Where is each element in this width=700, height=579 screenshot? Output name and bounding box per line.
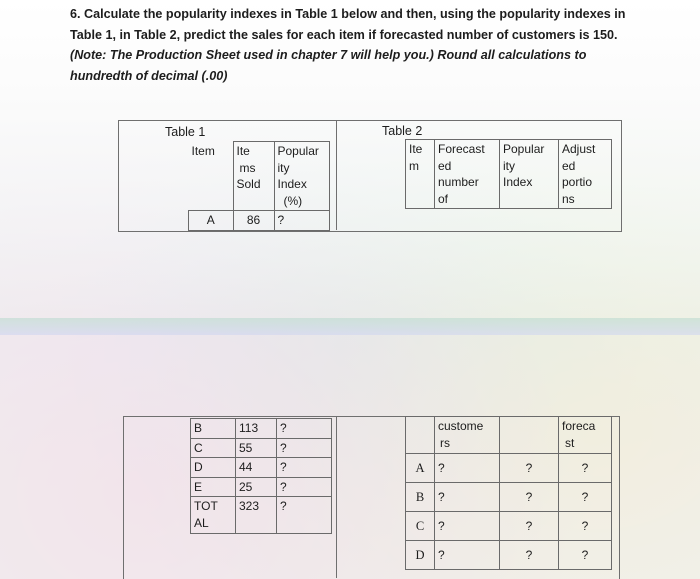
item-header-cell bbox=[406, 417, 435, 454]
total-index-cell: ? bbox=[277, 497, 332, 534]
table2-header-item bbox=[406, 140, 435, 209]
header-text: Ite bbox=[409, 142, 423, 156]
item-cell: D bbox=[406, 541, 435, 570]
table2-header-row bbox=[406, 140, 612, 209]
item-cell: C bbox=[406, 512, 435, 541]
header-text: ms bbox=[239, 160, 256, 175]
popularity-cell: ? bbox=[500, 483, 559, 512]
lower-right-table bbox=[405, 416, 612, 570]
popularity-cell: ? bbox=[500, 454, 559, 483]
header-text: rs bbox=[440, 435, 450, 450]
header-text: st bbox=[565, 435, 575, 450]
table-1 bbox=[188, 141, 330, 231]
header-text: ed bbox=[438, 158, 452, 173]
table1-header-popularity bbox=[274, 142, 330, 211]
popularity-cell: ? bbox=[500, 541, 559, 570]
item-cell: B bbox=[191, 419, 236, 439]
item-cell: C bbox=[191, 438, 236, 458]
question-text bbox=[70, 4, 630, 86]
table-row bbox=[406, 417, 612, 454]
table-row bbox=[191, 477, 332, 497]
header-text: Popular bbox=[503, 142, 545, 156]
header-text: ns bbox=[562, 191, 575, 206]
header-text: (%) bbox=[283, 193, 303, 208]
table1-sold-a: 86 bbox=[233, 211, 274, 231]
total-row bbox=[191, 497, 332, 534]
upper-divider bbox=[336, 120, 337, 230]
table-row bbox=[191, 458, 332, 478]
table1-index-a: ? bbox=[274, 211, 330, 231]
question-line-2: Table 1, in Table 2, predict the sales for each item if forecasted number of customers is 150. bbox=[70, 27, 618, 42]
question-line-4: hundredth of decimal (.00) bbox=[70, 68, 228, 83]
header-text: Popular bbox=[277, 144, 319, 158]
table1-item-a: A bbox=[189, 211, 234, 231]
customers-cell: ? bbox=[435, 454, 500, 483]
popularity-cell: ? bbox=[500, 512, 559, 541]
table1-header-item-label: Item bbox=[191, 143, 215, 158]
item-cell: D bbox=[191, 458, 236, 478]
total-item-cell bbox=[191, 497, 236, 534]
header-text: m bbox=[409, 158, 419, 173]
item-cell: A bbox=[406, 454, 435, 483]
index-cell: ? bbox=[277, 477, 332, 497]
lower-left-table bbox=[190, 418, 332, 534]
table1-header-items-sold bbox=[233, 142, 274, 211]
total-sold-cell: 323 bbox=[236, 497, 277, 534]
table2-caption: Table 2 bbox=[382, 124, 423, 138]
table1-caption: Table 1 bbox=[165, 125, 206, 139]
header-text: Forecast bbox=[438, 142, 485, 156]
table1-header-row bbox=[189, 142, 330, 211]
table2-header-popularity bbox=[500, 140, 559, 209]
header-text: ity bbox=[503, 158, 515, 173]
forecast-header-cell bbox=[559, 417, 612, 454]
sold-cell: 25 bbox=[236, 477, 277, 497]
table1-header-item bbox=[189, 142, 234, 211]
header-text: ed bbox=[562, 158, 576, 173]
index-cell: ? bbox=[277, 458, 332, 478]
index-cell: ? bbox=[277, 438, 332, 458]
customers-cell: ? bbox=[435, 541, 500, 570]
table-row bbox=[406, 483, 612, 512]
forecast-cell: ? bbox=[559, 483, 612, 512]
table-row bbox=[406, 512, 612, 541]
header-text: custome bbox=[438, 419, 484, 433]
header-text: Adjust bbox=[562, 142, 596, 156]
customers-cell: ? bbox=[435, 483, 500, 512]
table-row bbox=[191, 419, 332, 439]
sold-cell: 55 bbox=[236, 438, 277, 458]
table1-row-a bbox=[189, 211, 330, 231]
customers-header-cell bbox=[435, 417, 500, 454]
table2-header-forecasted bbox=[435, 140, 500, 209]
header-text: number bbox=[438, 175, 479, 189]
table2-header-adjusted bbox=[559, 140, 612, 209]
table-row bbox=[406, 454, 612, 483]
header-text: Index bbox=[277, 177, 307, 191]
item-cell: E bbox=[191, 477, 236, 497]
total-label: AL bbox=[194, 515, 209, 530]
lower-divider bbox=[336, 416, 337, 578]
customers-cell: ? bbox=[435, 512, 500, 541]
forecast-cell: ? bbox=[559, 454, 612, 483]
header-text: foreca bbox=[562, 419, 596, 433]
index-cell: ? bbox=[277, 419, 332, 439]
table-row bbox=[406, 541, 612, 570]
header-text: Ite bbox=[236, 144, 250, 158]
page-seam bbox=[0, 318, 700, 335]
table-row bbox=[191, 438, 332, 458]
sold-cell: 113 bbox=[236, 419, 277, 439]
item-cell: B bbox=[406, 483, 435, 512]
table-2 bbox=[405, 139, 612, 209]
sold-cell: 44 bbox=[236, 458, 277, 478]
question-line-1: 6. Calculate the popularity indexes in Table 1 below and then, using the popularity indexes in bbox=[70, 7, 626, 21]
question-line-3: (Note: The Production Sheet used in chapter 7 will help you.) Round all calculations to bbox=[70, 48, 587, 62]
forecast-cell: ? bbox=[559, 512, 612, 541]
header-text: ity bbox=[277, 160, 290, 175]
header-text: of bbox=[438, 191, 449, 206]
forecast-cell: ? bbox=[559, 541, 612, 570]
popularity-header-cell bbox=[500, 417, 559, 454]
total-label: TOT bbox=[194, 499, 218, 513]
header-text: portio bbox=[562, 175, 593, 189]
header-text: Sold bbox=[236, 177, 261, 191]
header-text: Index bbox=[503, 175, 533, 189]
